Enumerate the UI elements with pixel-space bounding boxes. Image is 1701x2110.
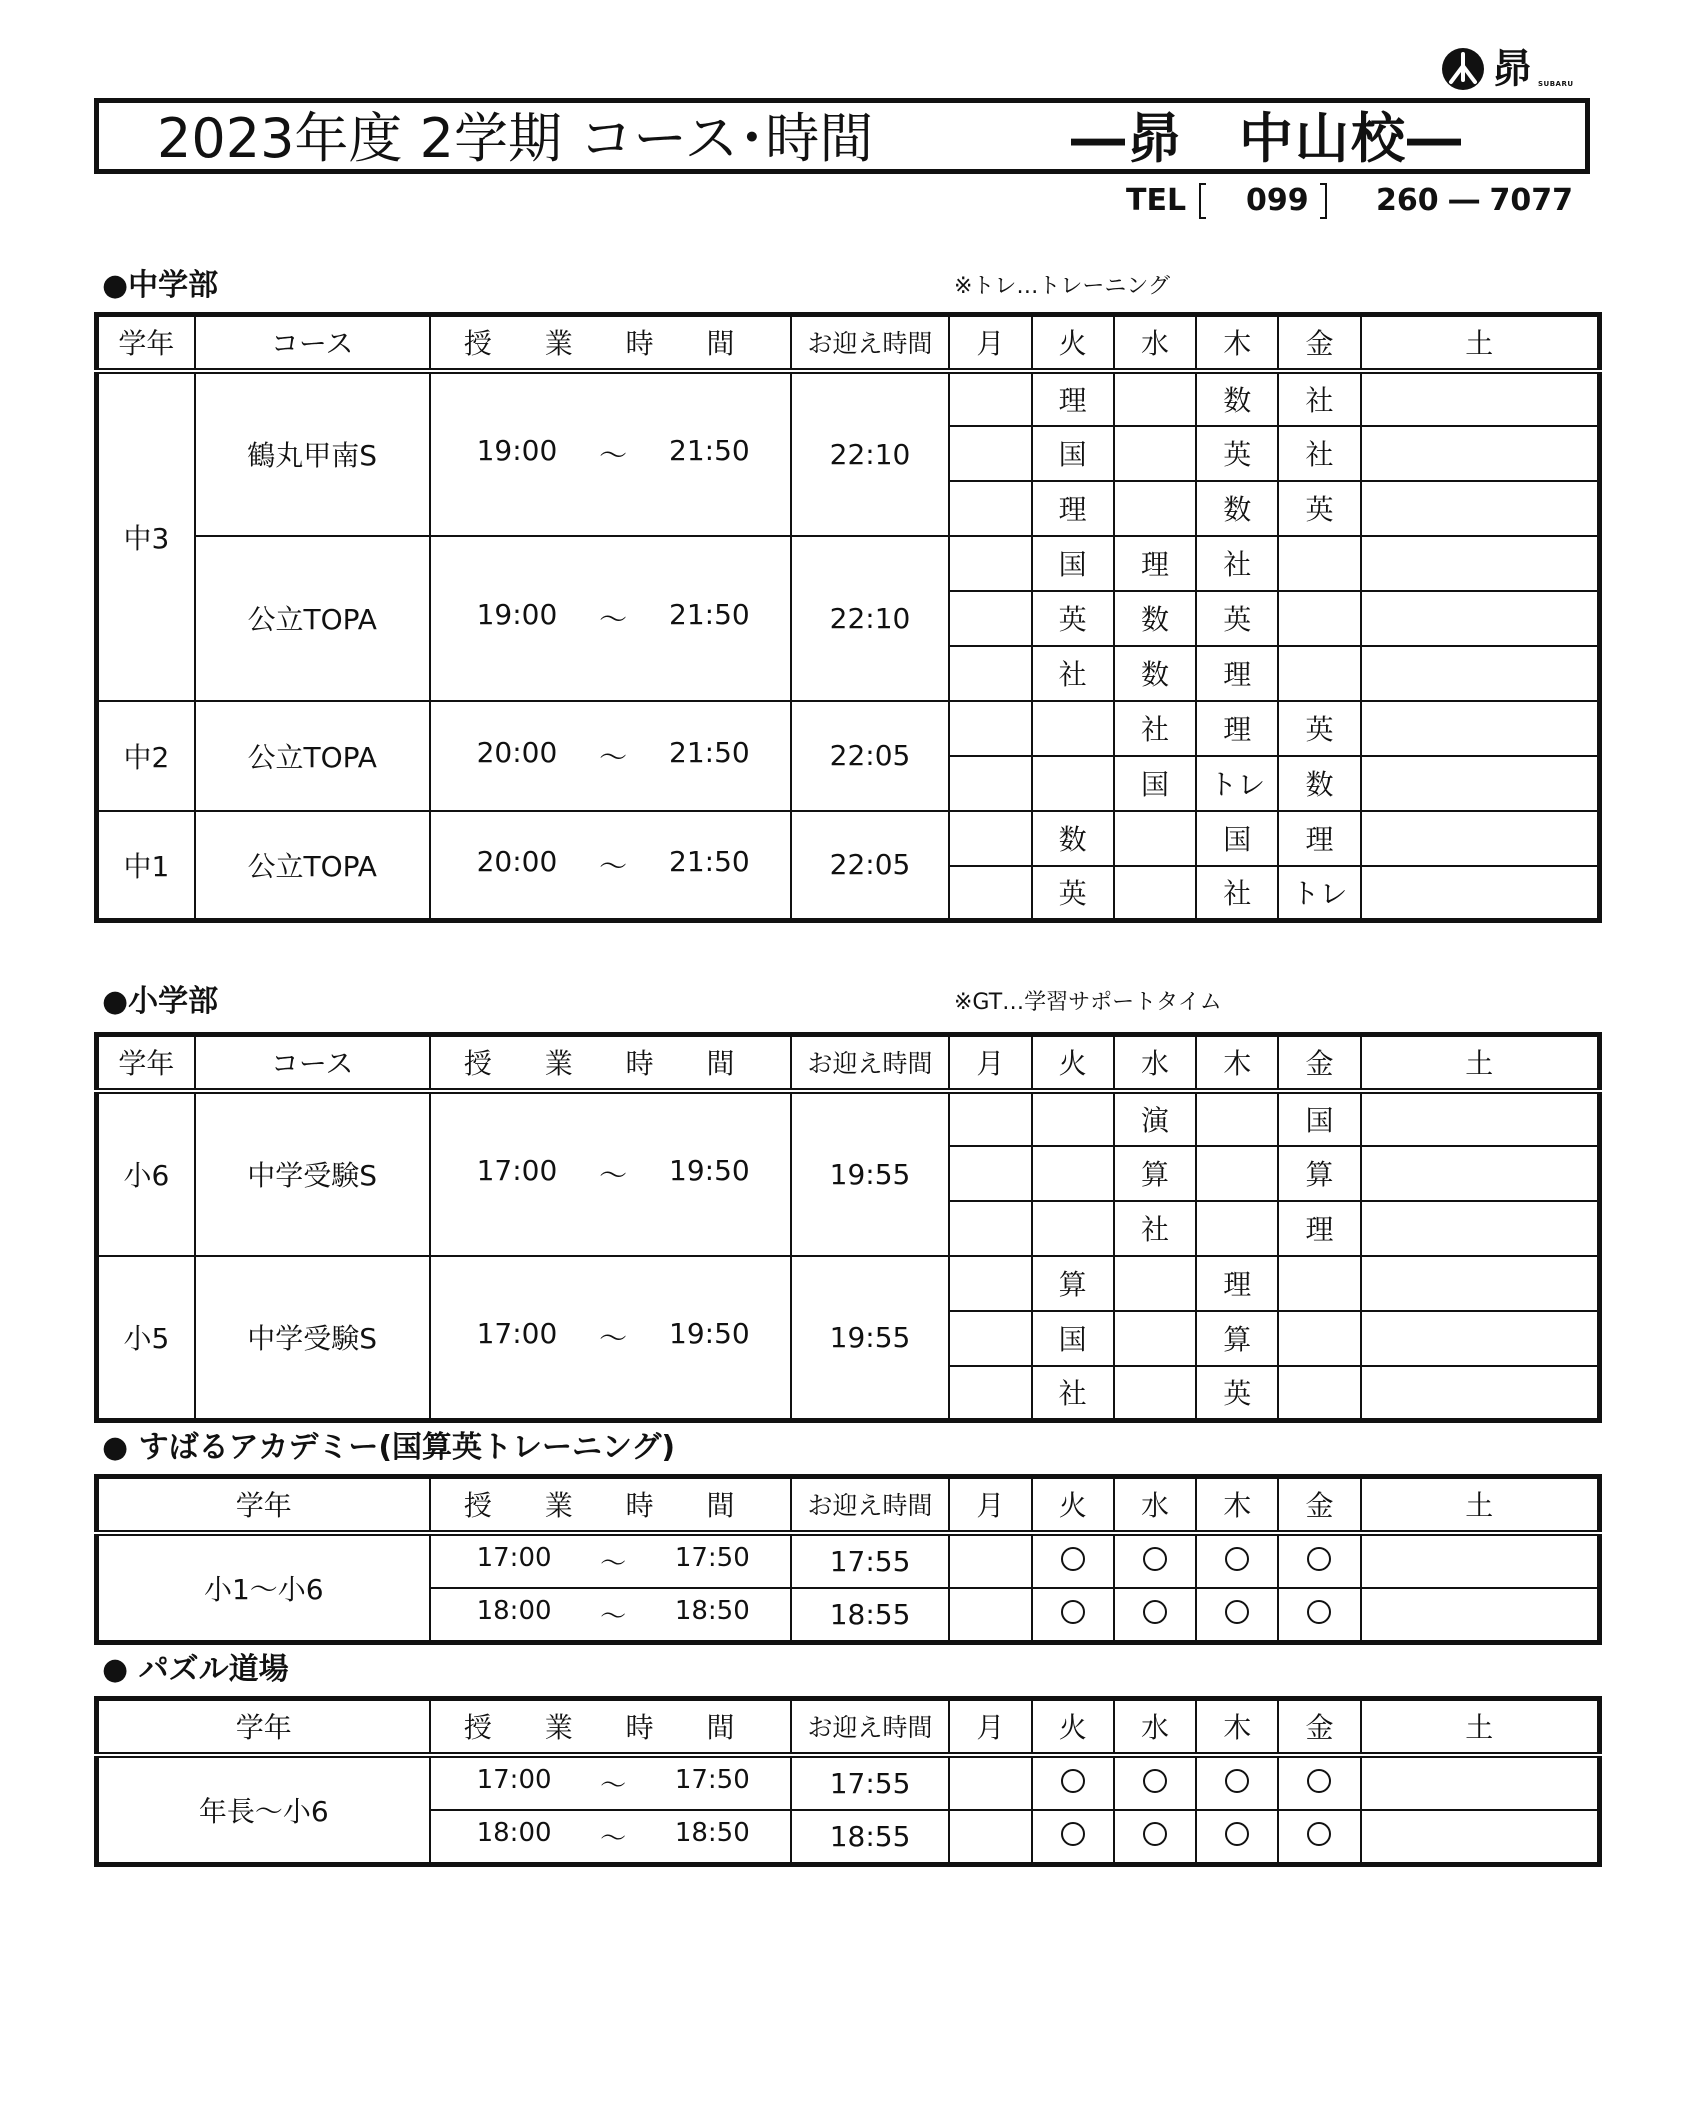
class-held-circle-icon — [1061, 1769, 1085, 1793]
lesson-time — [431, 434, 790, 474]
course-name: 公立TOPA — [195, 811, 430, 921]
subject-cell: 英 — [1196, 591, 1278, 646]
pickup-time: 22:05 — [791, 701, 950, 811]
tilde: ～ — [599, 1322, 628, 1356]
day-header: 土 — [1361, 1477, 1600, 1533]
subject-cell: 数 — [1196, 481, 1278, 536]
class-held-circle-icon — [1225, 1547, 1249, 1571]
subject-cell — [949, 591, 1031, 646]
subject-cell: 社 — [1278, 426, 1360, 481]
course-name: 公立TOPA — [195, 701, 430, 811]
subject-cell — [949, 536, 1031, 591]
day-cell — [1196, 1533, 1278, 1588]
lesson-time — [431, 1317, 790, 1357]
subject-cell — [949, 701, 1031, 756]
day-header: 火 — [1032, 1035, 1114, 1091]
class-held-circle-icon — [1061, 1822, 1085, 1846]
start-time: 19:00 — [476, 598, 558, 631]
grade-header: 学年 — [97, 315, 195, 371]
subject-cell — [1361, 536, 1600, 591]
grade-cell: 小1～小6 — [97, 1533, 430, 1643]
middle-school-note: ※トレ…トレーニング — [954, 274, 1170, 299]
day-cell — [1196, 1810, 1278, 1865]
lesson-time-cell — [430, 1810, 791, 1865]
subject-cell — [949, 1146, 1031, 1201]
subject-cell: 社 — [1032, 1366, 1114, 1421]
lesson-time — [431, 1765, 790, 1802]
course-name: 公立TOPA — [195, 536, 430, 701]
subject-cell: 理 — [1278, 811, 1360, 866]
start-time: 17:00 — [476, 1154, 558, 1187]
grade-cell: 中3 — [97, 371, 195, 701]
subject-cell — [1361, 1146, 1600, 1201]
subject-cell — [1361, 1256, 1600, 1311]
subject-cell: 社 — [1114, 701, 1196, 756]
subject-cell — [1361, 426, 1600, 481]
subject-cell: 算 — [1032, 1256, 1114, 1311]
end-time: 21:50 — [669, 844, 750, 878]
subject-cell — [1114, 1256, 1196, 1311]
day-header: 木 — [1196, 1477, 1278, 1533]
subject-cell — [1361, 1366, 1600, 1421]
lesson-time-header: 授 業 時 間 — [430, 1699, 791, 1755]
start-time: 17:00 — [476, 1317, 558, 1351]
subject-cell — [1114, 371, 1196, 426]
start-time: 18:00 — [476, 1595, 552, 1626]
course-name: 中学受験S — [195, 1256, 430, 1421]
puzzle-title: ● パズル道場 — [102, 1652, 289, 1687]
subject-cell — [1361, 1311, 1600, 1366]
subject-cell — [1361, 701, 1600, 756]
class-held-circle-icon — [1307, 1822, 1331, 1846]
day-cell — [949, 1810, 1031, 1865]
subject-cell: 理 — [1032, 481, 1114, 536]
subject-cell — [949, 646, 1031, 701]
tel-bracket-left-icon — [1196, 182, 1208, 220]
pickup-time: 19:55 — [791, 1256, 950, 1421]
day-cell — [1361, 1533, 1600, 1588]
tilde: ～ — [599, 740, 628, 774]
elementary-note: ※GT…学習サポートタイム — [954, 990, 1222, 1015]
day-cell — [1032, 1755, 1114, 1810]
header-row — [97, 1035, 1600, 1091]
grade-header: 学年 — [97, 1477, 430, 1533]
class-held-circle-icon — [1225, 1769, 1249, 1793]
subject-cell — [1032, 1091, 1114, 1146]
class-held-circle-icon — [1061, 1547, 1085, 1571]
day-header: 木 — [1196, 1699, 1278, 1755]
day-header: 火 — [1032, 1477, 1114, 1533]
class-held-circle-icon — [1225, 1600, 1249, 1624]
tilde: ～ — [600, 1823, 627, 1854]
start-time: 17:00 — [476, 1542, 552, 1573]
end-time: 21:50 — [669, 735, 750, 769]
lesson-time-cell — [430, 1755, 791, 1810]
subject-cell — [1361, 1201, 1600, 1256]
start-time: 19:00 — [476, 434, 558, 467]
subject-cell: 国 — [1196, 811, 1278, 866]
subject-cell: 算 — [1114, 1146, 1196, 1201]
tilde: ～ — [600, 1601, 627, 1632]
lesson-time-header: 授 業 時 間 — [430, 315, 791, 371]
elementary-title: ●小学部 — [102, 984, 219, 1019]
subject-cell: トレ — [1278, 866, 1360, 921]
subject-cell: 算 — [1278, 1146, 1360, 1201]
subject-cell — [1278, 536, 1360, 591]
lesson-time — [431, 1154, 790, 1194]
course-header: コース — [195, 1035, 430, 1091]
tel-number: 260 ― 7077 — [1376, 183, 1574, 218]
subject-cell — [1196, 1201, 1278, 1256]
subject-cell — [1361, 756, 1600, 811]
pickup-time: 17:55 — [791, 1533, 950, 1588]
subject-cell — [1032, 1201, 1114, 1256]
pickup-time: 22:10 — [791, 371, 950, 536]
academy-title: ● すばるアカデミー(国算英トレーニング) — [102, 1430, 676, 1465]
subject-cell — [1196, 1091, 1278, 1146]
subject-cell — [949, 371, 1031, 426]
subject-cell: 演 — [1114, 1091, 1196, 1146]
logo-kanji: 昴 — [1492, 46, 1532, 92]
table-row — [97, 371, 1600, 426]
middle-school-title: ●中学部 — [102, 268, 219, 303]
day-cell — [1278, 1533, 1360, 1588]
tilde: ～ — [599, 439, 628, 472]
lesson-time-header: 授 業 時 間 — [430, 1035, 791, 1091]
subject-cell: 理 — [1278, 1201, 1360, 1256]
subject-cell — [1032, 756, 1114, 811]
subject-cell: 英 — [1196, 426, 1278, 481]
subject-cell — [1361, 371, 1600, 426]
day-cell — [949, 1588, 1031, 1643]
subject-cell — [1278, 646, 1360, 701]
subject-cell — [1114, 481, 1196, 536]
end-time: 18:50 — [674, 1595, 750, 1626]
day-header: 木 — [1196, 315, 1278, 371]
end-time: 21:50 — [669, 598, 750, 631]
day-header: 土 — [1361, 1699, 1600, 1755]
middle-school-table — [94, 312, 1602, 923]
lesson-time-header: 授 業 時 間 — [430, 1477, 791, 1533]
day-cell — [1196, 1755, 1278, 1810]
day-header: 月 — [949, 1699, 1031, 1755]
lesson-time — [431, 598, 790, 638]
day-cell — [1361, 1810, 1600, 1865]
subaru-emblem-icon — [1440, 46, 1486, 92]
subject-cell: 理 — [1114, 536, 1196, 591]
start-time: 18:00 — [476, 1817, 552, 1848]
table-row — [97, 536, 1600, 591]
day-cell — [1361, 1755, 1600, 1810]
table-row — [97, 1755, 1600, 1810]
grade-header: 学年 — [97, 1035, 195, 1091]
lesson-time — [431, 1596, 790, 1633]
subject-cell: 理 — [1196, 701, 1278, 756]
subject-cell — [1196, 1146, 1278, 1201]
pickup-time-header: お迎え時間 — [791, 1035, 950, 1091]
table-row — [97, 1256, 1600, 1311]
subject-cell — [1361, 646, 1600, 701]
lesson-time-cell — [430, 1588, 791, 1643]
lesson-time-cell — [430, 536, 791, 701]
class-held-circle-icon — [1143, 1769, 1167, 1793]
day-cell — [1114, 1810, 1196, 1865]
table-row — [97, 811, 1600, 866]
academy-table — [94, 1474, 1602, 1645]
table-row — [97, 701, 1600, 756]
grade-cell: 年長～小6 — [97, 1755, 430, 1865]
subject-cell: 社 — [1278, 371, 1360, 426]
day-header: 月 — [949, 1477, 1031, 1533]
subject-cell — [1361, 811, 1600, 866]
lesson-time-cell — [430, 371, 791, 536]
puzzle-table — [94, 1696, 1602, 1867]
subject-cell — [1032, 1146, 1114, 1201]
class-held-circle-icon — [1307, 1600, 1331, 1624]
tel-label: TEL — [1126, 183, 1187, 218]
header-row — [97, 315, 1600, 371]
day-cell — [1114, 1755, 1196, 1810]
pickup-time: 18:55 — [791, 1588, 950, 1643]
class-held-circle-icon — [1143, 1600, 1167, 1624]
day-cell — [1114, 1588, 1196, 1643]
end-time: 19:50 — [669, 1317, 750, 1351]
subject-cell — [1114, 426, 1196, 481]
subject-cell: 国 — [1032, 536, 1114, 591]
lesson-time-cell — [430, 701, 791, 811]
subject-cell — [1278, 591, 1360, 646]
pickup-time: 22:10 — [791, 536, 950, 701]
tel-area-code: 099 — [1246, 183, 1309, 218]
lesson-time-cell — [430, 1533, 791, 1588]
day-cell — [1278, 1810, 1360, 1865]
subject-cell: 国 — [1114, 756, 1196, 811]
course-name: 鶴丸甲南S — [195, 371, 430, 536]
day-cell — [1032, 1588, 1114, 1643]
lesson-time — [431, 845, 790, 885]
subject-cell: 数 — [1032, 811, 1114, 866]
day-header: 金 — [1278, 1035, 1360, 1091]
start-time: 17:00 — [476, 1764, 552, 1795]
tel-bracket-right-icon — [1318, 182, 1330, 220]
end-time: 21:50 — [669, 434, 750, 467]
subject-cell — [1361, 481, 1600, 536]
class-held-circle-icon — [1143, 1547, 1167, 1571]
logo-latin: SUBARU — [1538, 80, 1574, 88]
subject-cell — [949, 756, 1031, 811]
subject-cell: 国 — [1032, 426, 1114, 481]
day-cell — [949, 1533, 1031, 1588]
day-header: 月 — [949, 1035, 1031, 1091]
page-title: 2023年度 2学期 コース･時間 — [157, 107, 874, 170]
subject-cell — [949, 811, 1031, 866]
subject-cell — [1032, 701, 1114, 756]
subject-cell — [949, 1201, 1031, 1256]
day-header: 土 — [1361, 1035, 1600, 1091]
day-header: 水 — [1114, 1699, 1196, 1755]
day-header: 水 — [1114, 315, 1196, 371]
lesson-time — [431, 1818, 790, 1855]
subject-cell — [1278, 1311, 1360, 1366]
subject-cell: 英 — [1196, 1366, 1278, 1421]
class-held-circle-icon — [1307, 1769, 1331, 1793]
subject-cell: 理 — [1196, 1256, 1278, 1311]
subject-cell — [1114, 1366, 1196, 1421]
subject-cell: 社 — [1196, 536, 1278, 591]
lesson-time-cell — [430, 1091, 791, 1256]
tilde: ～ — [599, 849, 628, 883]
day-cell — [1114, 1533, 1196, 1588]
subject-cell: 数 — [1114, 646, 1196, 701]
subject-cell: 理 — [1196, 646, 1278, 701]
table-row — [97, 1533, 1600, 1588]
subject-cell — [1361, 591, 1600, 646]
day-header: 金 — [1278, 315, 1360, 371]
subject-cell: 社 — [1114, 1201, 1196, 1256]
pickup-time-header: お迎え時間 — [791, 1477, 950, 1533]
subject-cell: 社 — [1196, 866, 1278, 921]
subject-cell: 社 — [1032, 646, 1114, 701]
day-header: 火 — [1032, 1699, 1114, 1755]
subject-cell: 数 — [1114, 591, 1196, 646]
day-header: 金 — [1278, 1699, 1360, 1755]
day-cell — [1361, 1588, 1600, 1643]
subject-cell — [1114, 1311, 1196, 1366]
school-logo — [1440, 46, 1588, 94]
subject-cell: 英 — [1278, 701, 1360, 756]
grade-cell: 中1 — [97, 811, 195, 921]
header-row — [97, 1699, 1600, 1755]
tilde: ～ — [600, 1770, 627, 1801]
day-header: 金 — [1278, 1477, 1360, 1533]
course-header: コース — [195, 315, 430, 371]
day-cell — [1196, 1588, 1278, 1643]
subject-cell — [1361, 866, 1600, 921]
end-time: 18:50 — [674, 1817, 750, 1848]
day-cell — [949, 1755, 1031, 1810]
subject-cell: 英 — [1032, 866, 1114, 921]
day-cell — [1032, 1810, 1114, 1865]
day-cell — [1032, 1533, 1114, 1588]
day-header: 水 — [1114, 1035, 1196, 1091]
tilde: ～ — [599, 603, 628, 636]
pickup-time-header: お迎え時間 — [791, 315, 950, 371]
day-cell — [1278, 1588, 1360, 1643]
pickup-time: 22:05 — [791, 811, 950, 921]
class-held-circle-icon — [1143, 1822, 1167, 1846]
title-box — [94, 98, 1590, 174]
pickup-time-header: お迎え時間 — [791, 1699, 950, 1755]
lesson-time — [431, 736, 790, 776]
school-name: ―昴 中山校― — [1071, 107, 1463, 170]
subject-cell — [949, 866, 1031, 921]
grade-cell: 中2 — [97, 701, 195, 811]
lesson-time — [431, 1543, 790, 1580]
elementary-table — [94, 1032, 1602, 1423]
tilde: ～ — [600, 1548, 627, 1579]
start-time: 20:00 — [476, 844, 558, 878]
pickup-time: 18:55 — [791, 1810, 950, 1865]
course-name: 中学受験S — [195, 1091, 430, 1256]
day-header: 木 — [1196, 1035, 1278, 1091]
subject-cell — [1278, 1256, 1360, 1311]
end-time: 17:50 — [674, 1764, 750, 1795]
day-cell — [1278, 1755, 1360, 1810]
subject-cell: 国 — [1278, 1091, 1360, 1146]
header-row — [97, 1477, 1600, 1533]
class-held-circle-icon — [1225, 1822, 1249, 1846]
pickup-time: 19:55 — [791, 1091, 950, 1256]
subject-cell: 英 — [1278, 481, 1360, 536]
pickup-time: 17:55 — [791, 1755, 950, 1810]
subject-cell: 英 — [1032, 591, 1114, 646]
subject-cell — [949, 1366, 1031, 1421]
subject-cell: トレ — [1196, 756, 1278, 811]
subject-cell: 算 — [1196, 1311, 1278, 1366]
lesson-time-cell — [430, 1256, 791, 1421]
grade-cell: 小5 — [97, 1256, 195, 1421]
lesson-time-cell — [430, 811, 791, 921]
subject-cell: 国 — [1032, 1311, 1114, 1366]
subject-cell — [949, 481, 1031, 536]
subject-cell — [1278, 1366, 1360, 1421]
start-time: 20:00 — [476, 735, 558, 769]
subject-cell: 理 — [1032, 371, 1114, 426]
end-time: 19:50 — [669, 1154, 750, 1187]
day-header: 土 — [1361, 315, 1600, 371]
grade-cell: 小6 — [97, 1091, 195, 1256]
subject-cell — [1114, 811, 1196, 866]
day-header: 水 — [1114, 1477, 1196, 1533]
table-row — [97, 1091, 1600, 1146]
class-held-circle-icon — [1061, 1600, 1085, 1624]
subject-cell — [949, 1256, 1031, 1311]
end-time: 17:50 — [674, 1542, 750, 1573]
subject-cell: 数 — [1196, 371, 1278, 426]
subject-cell — [949, 426, 1031, 481]
day-header: 月 — [949, 315, 1031, 371]
subject-cell: 数 — [1278, 756, 1360, 811]
subject-cell — [949, 1311, 1031, 1366]
subject-cell — [1114, 866, 1196, 921]
subject-cell — [1361, 1091, 1600, 1146]
class-held-circle-icon — [1307, 1547, 1331, 1571]
tilde: ～ — [599, 1159, 628, 1192]
subject-cell — [949, 1091, 1031, 1146]
grade-header: 学年 — [97, 1699, 430, 1755]
day-header: 火 — [1032, 315, 1114, 371]
